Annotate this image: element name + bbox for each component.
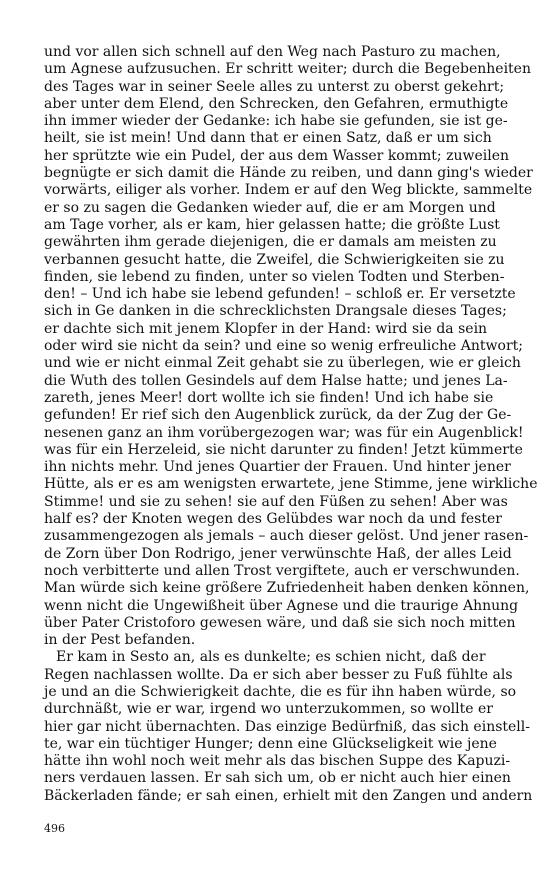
text-line: gewährten ihm gerade diejenigen, die er damals am meisten zu bbox=[44, 234, 497, 251]
text-line: Bäckerladen fände; er sah einen, erhielt mit den Zangen und andern bbox=[44, 787, 533, 804]
text-line: hätte ihn wohl noch weit mehr als das bischen Suppe des Kapuzi- bbox=[44, 753, 511, 770]
paragraph-2 bbox=[44, 649, 533, 805]
text-line: sich in Ge danken in die schrecklichsten Drangsale dieses Tages; bbox=[44, 303, 507, 320]
text-line: über Pater Cristoforo gewesen wäre, und daß sie sich noch mitten bbox=[44, 614, 516, 631]
text-line: je und an die Schwierigkeit dachte, die es für ihn haben würde, so bbox=[44, 683, 517, 700]
text-line: de Zorn über Don Rodrigo, jener verwünschte Haß, der alles Leid bbox=[44, 545, 512, 562]
text-line: Stimme! und sie zu sehen! sie auf den Füßen zu sehen! Aber was bbox=[44, 493, 508, 510]
text-line: finden, sie lebend zu finden, unter so vielen Todten und Sterben- bbox=[44, 268, 505, 285]
text-line: ihn immer wieder der Gedanke: ich habe sie gefunden, sie ist ge- bbox=[44, 113, 508, 130]
text-line: des Tages war in seiner Seele alles zu unterst zu oberst gekehrt; bbox=[44, 78, 505, 95]
text-line: vorwärts, eiliger als vorher. Indem er auf den Weg blickte, sammelte bbox=[44, 182, 533, 199]
text-line: und wie er nicht einmal Zeit gehabt sie zu überlegen, wie er gleich bbox=[44, 355, 521, 372]
text-line: um Agnese aufzusuchen. Er schritt weiter; durch die Begebenheiten bbox=[44, 61, 531, 78]
text-line: die Wuth des tollen Gesindels auf dem Halse hatte; und jenes La- bbox=[44, 372, 508, 389]
text-line: er dachte sich mit jenem Klopfer in der Hand: wird sie da sein bbox=[44, 320, 488, 337]
text-line: verbannen gesucht hatte, die Zweifel, die Schwierigkeiten sie zu bbox=[44, 251, 505, 268]
text-line: in der Pest befanden. bbox=[44, 632, 196, 649]
text-line: heilt, sie ist mein! Und dann that er einen Satz, daß er um sich bbox=[44, 130, 492, 147]
text-line: was für ein Herzeleid, sie nicht darunter zu finden! Jetzt kümmerte bbox=[44, 441, 523, 458]
text-line: nesenen ganz an ihm vorübergezogen war; was für ein Augenblick! bbox=[44, 424, 524, 441]
page-number: 496 bbox=[44, 822, 65, 835]
text-line: Er kam in Sesto an, als es dunkelte; es schien nicht, daß der bbox=[56, 649, 486, 666]
text-line: zareth, jenes Meer! dort wollte ich sie finden! Und ich habe sie bbox=[44, 389, 494, 406]
text-line: half es? der Knoten wegen des Gelübdes war noch da und fester bbox=[44, 511, 502, 528]
text-line: er so zu sagen die Gedanken wieder auf, die er am Morgen und bbox=[44, 199, 496, 216]
text-page bbox=[44, 44, 538, 805]
text-line: te, war ein tüchtiger Hunger; denn eine Glückseligkeit wie jene bbox=[44, 735, 497, 752]
text-line: Hütte, als er es am wenigsten erwartete, jene Stimme, jene wirkliche bbox=[44, 476, 538, 493]
text-line: durchnäßt, wie er war, irgend wo unterzukommen, so wollte er bbox=[44, 701, 493, 718]
text-line: und vor allen sich schnell auf den Weg nach Pasturo zu machen, bbox=[44, 44, 501, 60]
text-line: Man würde sich keine größere Zufriedenheit haben denken können, bbox=[44, 580, 530, 597]
text-line: wenn nicht die Ungewißheit über Agnese und die traurige Ahnung bbox=[44, 597, 519, 614]
text-line: den! – Und ich habe sie lebend gefunden! – schloß er. Er versetzte bbox=[44, 286, 516, 303]
text-line: am Tage vorher, als er kam, hier gelassen hatte; die größte Lust bbox=[44, 216, 500, 233]
text-line: ihn nichts mehr. Und jenes Quartier der Frauen. Und hinter jener bbox=[44, 459, 511, 476]
text-line: ners verdauen lassen. Er sah sich um, ob er nicht auch hier einen bbox=[44, 770, 511, 787]
text-line: aber unter dem Elend, den Schrecken, den Gefahren, ermuthigte bbox=[44, 95, 509, 112]
paragraph-1 bbox=[44, 44, 538, 649]
text-line: begnügte er sich damit die Hände zu reiben, und dann ging's wieder bbox=[44, 165, 533, 182]
text-line: her sprützte wie ein Pudel, der aus dem Wasser kommt; zuweilen bbox=[44, 147, 510, 164]
text-line: zusammengezogen als jemals – auch dieser gelöst. Und jener rasen- bbox=[44, 528, 529, 545]
text-line: gefunden! Er rief sich den Augenblick zurück, da der Zug der Ge- bbox=[44, 407, 512, 424]
text-line: noch verbitterte und allen Trost vergiftete, auch er verschwunden. bbox=[44, 562, 520, 579]
text-line: Regen nachlassen wollte. Da er sich aber besser zu Fuß fühlte als bbox=[44, 666, 513, 683]
text-line: hier gar nicht übernachten. Das einzige Bedürfniß, das sich einstell- bbox=[44, 718, 530, 735]
text-line: oder wird sie nicht da sein? und eine so wenig erfreuliche Antwort; bbox=[44, 338, 523, 355]
